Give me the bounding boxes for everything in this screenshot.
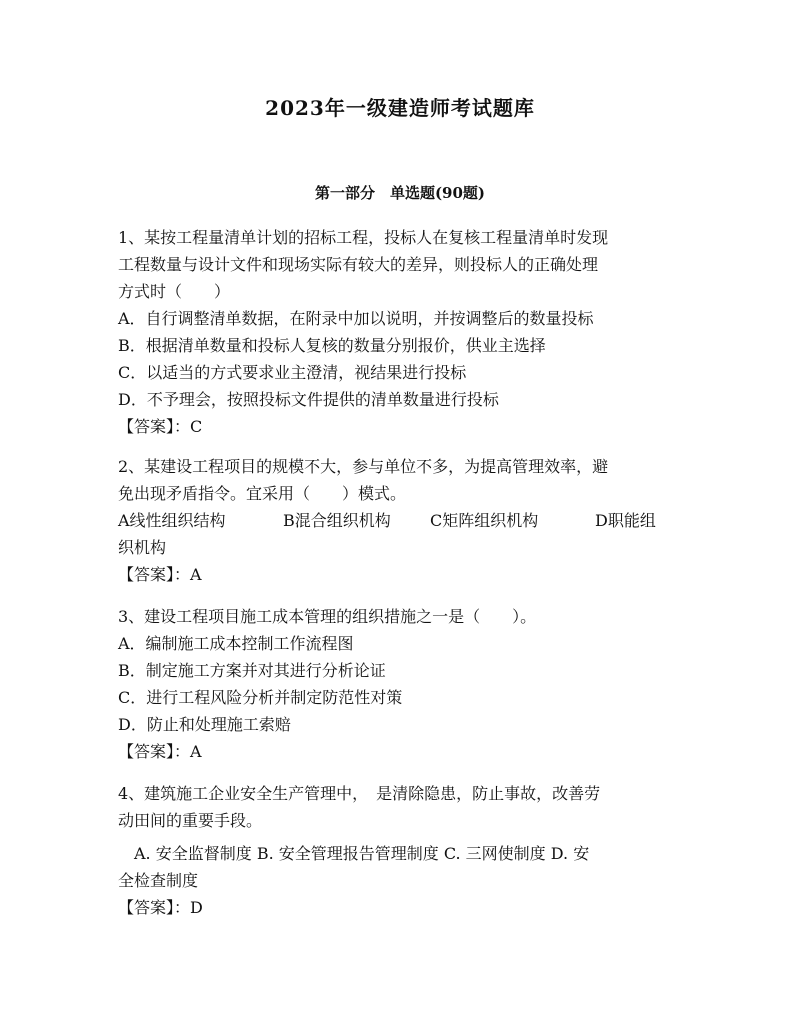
inline-options-row — [118, 507, 688, 534]
option-b: B．根据清单数量和投标人复核的数量分别报价，供业主选择 — [118, 336, 546, 355]
answer-value: D — [190, 898, 203, 917]
answer-row — [118, 413, 688, 440]
option-a: A线性组织结构 — [118, 511, 226, 530]
question-stem-line: 方式时（ ） — [118, 282, 231, 301]
question-stem-line: 2、某建设工程项目的规模不大，参与单位不多，为提高管理效率，避 — [118, 457, 609, 476]
question-1 — [118, 224, 688, 440]
options-line: A. 安全监督制度 B. 安全管理报告管理制度 C. 三网使制度 D. 安 — [118, 844, 590, 863]
answer-label: 【答案】： — [118, 417, 191, 436]
answer-row — [118, 561, 688, 588]
option-c: C矩阵组织机构 — [430, 511, 539, 530]
option-a: A．自行调整清单数据，在附录中加以说明，并按调整后的数量投标 — [118, 309, 594, 328]
answer-label: 【答案】： — [118, 565, 191, 584]
question-stem-line: 3、建设工程项目施工成本管理的组织措施之一是（ ）。 — [118, 607, 537, 626]
document-title: 2023年一级建造师考试题库 — [265, 96, 535, 120]
question-stem-line: 免出现矛盾指令。宜采用（ ）模式。 — [118, 484, 407, 503]
option-d: D．不予理会，按照投标文件提供的清单数量进行投标 — [118, 390, 499, 409]
answer-label: 【答案】： — [118, 742, 191, 761]
option-c: C．以适当的方式要求业主澄清，视结果进行投标 — [118, 363, 467, 382]
question-3 — [118, 603, 688, 765]
question-4 — [118, 780, 688, 921]
answer-label: 【答案】： — [118, 898, 191, 917]
question-stem-line: 动田间的重要手段。 — [118, 811, 263, 830]
option-c: C．进行工程风险分析并制定防范性对策 — [118, 688, 403, 707]
answer-row — [118, 894, 688, 921]
question-2 — [118, 453, 688, 588]
answer-value: A — [190, 742, 202, 761]
options-line: 全检查制度 — [118, 871, 199, 890]
option-b: B混合组织机构 — [283, 511, 391, 530]
question-stem-line: 1、某按工程量清单计划的招标工程，投标人在复核工程量清单时发现 — [118, 228, 609, 247]
question-stem-line: 工程数量与设计文件和现场实际有较大的差异，则投标人的正确处理 — [118, 255, 599, 274]
answer-value: A — [190, 565, 202, 584]
option-b: B．制定施工方案并对其进行分析论证 — [118, 661, 386, 680]
answer-value: C — [190, 417, 203, 436]
option-d: D职能组 — [595, 511, 656, 530]
section-title: 第一部分 单选题(90题) — [314, 184, 486, 202]
option-a: A．编制施工成本控制工作流程图 — [118, 634, 354, 653]
question-stem-line: 4、建筑施工企业安全生产管理中， 是清除隐患，防止事故，改善劳 — [118, 784, 601, 803]
answer-row — [118, 738, 688, 765]
option-d: D．防止和处理施工索赔 — [118, 715, 291, 734]
option-wrap-line: 织机构 — [118, 538, 167, 557]
